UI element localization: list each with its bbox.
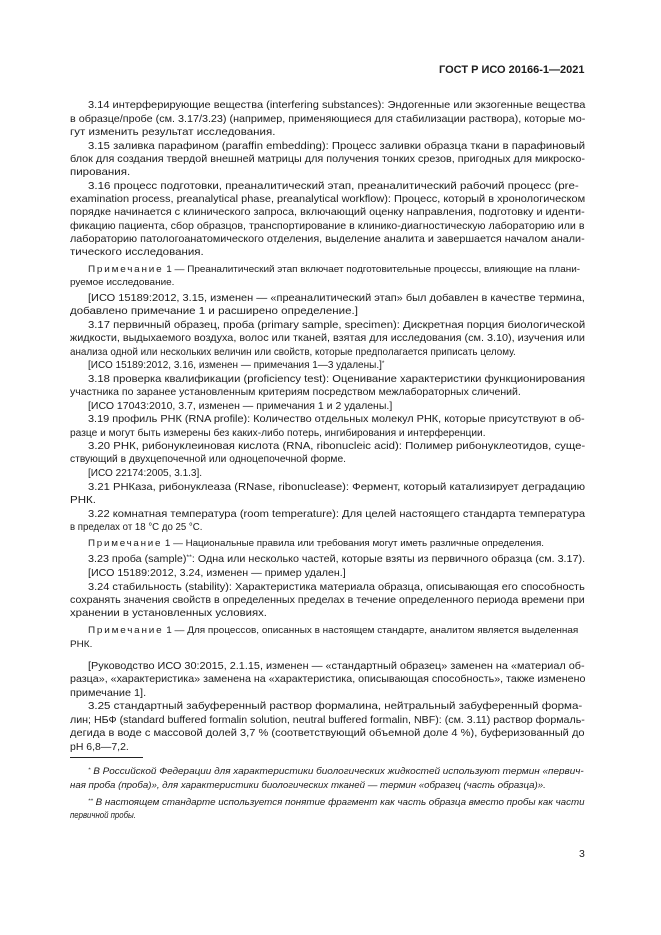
text-run: (proficiency test): Оценивание характеристики функционирования [240,374,586,385]
term: профиль РНК [112,414,182,425]
text-line [70,386,521,399]
text-line [88,467,202,480]
footnote-marker: ** [186,554,192,561]
text-run: 3.23 [88,554,112,565]
footnote-marker: * [381,360,385,367]
text-line [70,494,96,507]
term: стабильность [112,582,182,593]
text-run: рН 6,8—7,2. [70,742,129,753]
text-run: гут изменить результат исследования. [70,127,276,138]
term: РНК, рибонуклеиновая кислота [113,441,280,452]
text-line [70,453,346,466]
footnote-separator [70,757,143,758]
text-line [70,727,585,740]
text-line [70,809,136,822]
text-run: пирования. [70,167,131,178]
text-run: сохранять значения свойств в определенных пределах в течение определенного периода времени при [70,595,585,606]
document-header: ГОСТ Р ИСО 20166-1—2021 [439,64,585,76]
text-run: РНК. [70,495,96,506]
text-line [70,346,516,359]
text-run: ствующий в двухцепочечной или одноцепочечной форме. [70,454,347,465]
term: РНКаза, рибонуклеаза [112,482,232,493]
text-line [70,714,585,727]
text-run: (pre- [551,181,579,192]
text-line [70,153,585,166]
text-line [70,607,267,620]
term: первичный образец, проба [113,320,255,331]
text-run: (RNase, ribonuclease): Фермент, который катализирует деградацию [231,482,586,493]
text-run: 3.15 [88,141,114,152]
text-run: 3.24 [88,582,113,593]
text-line [88,481,585,494]
text-run: [ИСО 15189:2012, 3.16, изменен — примечания 1—3 удалены.] [88,360,382,371]
text-run: 3.25 [88,701,114,712]
text-line [88,537,544,550]
text-run: дегида в воде с массовой долей 3,7 % (соответствующий объемной доле 4 %), буферизованный до [70,728,585,739]
text-run: (primary sample, specimen): Дискретная порция биологической [254,320,586,331]
term: процесс подготовки, преаналитический этап, преаналитический рабочий процесс [113,181,552,192]
text-line [88,400,392,413]
term: комнатная температура [112,509,237,520]
text-line [70,126,275,139]
text-line [70,206,585,219]
text-line [88,765,584,778]
page-number: 3 [579,848,585,860]
term: лин; [70,715,94,726]
text-run: examination process, preanalytical phase, preanalytical workflow): Процесс, который в хронологическом [70,194,586,205]
term: проба [111,554,142,565]
text-run: ная проба (проба)», для характеристики биологических тканей — термин «образец (часть образца)». [70,780,546,790]
text-run: [Руководство ИСО 30:2015, 2.1.15, изменен — «стандартный образец» заменен на «материал об- [88,661,585,672]
text-run: 3.22 [88,509,113,520]
text-line [70,113,585,126]
text-line [88,292,585,305]
text-line [88,373,585,386]
text-run: (sample) [141,554,187,565]
term: интерферирующие вещества [112,100,264,111]
text-line [88,581,585,594]
text-run: 3.16 [88,181,114,192]
text-line [70,638,92,651]
text-line [70,332,585,345]
text-line [88,319,585,332]
text-run: РНК. [70,639,93,649]
text-run: фикацию пациента, сбор образцов, транспортирование в клинико-диагностическую лабораторию или в [70,221,585,232]
text-line [88,440,585,453]
text-line [88,796,585,809]
text-run: 3.17 [88,320,114,331]
text-run: (interfering substances): Эндогенные или экзогенные вещества [263,100,586,111]
text-run: [ИСО 22174:2005, 3.1.3]. [88,468,203,479]
text-line [88,180,579,193]
text-line [88,140,585,153]
text-line [70,687,146,700]
text-run: (room temperature): Для целей настоящего стандарта температура [236,509,586,520]
text-line [88,624,578,637]
text-run: порядке начинается с клинического запроса, включающий оценку направления, подготовку и иденти- [70,207,585,218]
text-line [70,779,546,792]
text-run: анализа одной или нескольких величин или свойств, которые предполагается приписать целому. [70,347,516,358]
text-run: В настоящем стандарте используется понятие фрагмент как часть образца вместо пробы как части [92,797,585,807]
text-line [70,594,585,607]
term: заливка парафином [113,141,219,152]
text-run: Примечание [88,538,163,548]
text-run: 3.14 [88,100,113,111]
text-line [70,246,204,259]
text-run: руемое исследование. [70,277,175,287]
text-run: жидкости, выдыхаемого воздуха, волос или тканей, взятая для исследования (см. 3.10), изучения или [70,333,585,344]
text-run: 3.20 [88,441,114,452]
text-line [88,700,582,713]
term: проверка квалификации [113,374,241,385]
text-run: разца», «характеристика» заменена на «характеристика, описывающая способность», также изменено [70,674,586,685]
term: стандартный забуференный раствор формалина, нейтральный забуференный форма- [113,701,583,712]
text-run: (RNA profile): Количество отдельных молекул РНК, которые присутствуют в об- [181,414,585,425]
text-run: 1 — Для процессов, описанных в настоящем стандарте, аналитом является выделенная [163,625,579,635]
text-line [88,567,346,580]
text-line [70,220,584,233]
footnote-marker: * [88,767,91,774]
text-run: 3.18 [88,374,114,385]
text-run: 3.19 [88,414,113,425]
text-run: разце и могут быть измерены без каких-либо потерь, ингибирования и интерференции. [70,428,486,439]
text-run: : Одна или несколько частей, которые взяты из первичного образца (см. 3.17). [191,554,586,565]
text-run: [ИСО 17043:2010, 3.7, изменен — примечания 1 и 2 удалены.] [88,401,393,412]
text-run: добавлено примечание 1 и расширено определение.] [70,306,358,317]
text-line [88,660,585,673]
text-run: Примечание [88,625,164,635]
text-line [70,741,129,754]
text-run: хранении в установленных условиях. [70,608,267,619]
footnote-marker: ** [88,798,93,805]
text-line [70,427,486,440]
text-run: (RNA, ribonucleic acid): Полимер рибонуклеотидов, суще- [279,441,586,452]
text-run: в образце/пробе (см. 3.17/3.23) (например, применяющиеся для стабилизации раствора), которые мо- [70,114,586,125]
text-line [88,413,585,426]
text-run: блок для создания твердой внешней матрицы для получения тонких срезов, пригодных для микроско- [70,154,586,165]
text-line [70,276,174,289]
text-run: [ИСО 15189:2012, 3.24, изменен — пример удален.] [88,568,346,579]
text-run: (stability): Характеристика материала образца, описывающая его способность [181,582,585,593]
text-run: первичной пробы. [70,810,136,820]
text-line [70,305,358,318]
text-line [88,508,585,521]
text-run: Примечание [88,264,164,274]
text-line [88,99,585,112]
text-line [70,521,202,534]
text-run: 1 — Национальные правила или требования могут иметь различные определения. [162,538,544,548]
text-run: в пределах от 18 °С до 25 °С. [70,522,203,533]
text-run: НБФ (standard buffered formalin solution, neutral buffered formalin, NBF): (см. 3.11) раствор формаль- [93,715,585,726]
text-line [88,263,580,276]
text-run: В Российской Федерации для характеристики биологических жидкостей используют термин «первич- [90,766,584,776]
text-run: (paraffin embedding): Процесс заливки образца ткани в парафиновый [218,141,586,152]
text-run: 1 — Преаналитический этап включает подготовительные процессы, влияющие на плани- [163,264,581,274]
text-line [70,673,585,686]
text-line [70,233,585,246]
text-run: 3.21 [88,482,113,493]
text-line [70,193,585,206]
text-line [70,166,130,179]
text-run: примечание 1]. [70,688,147,699]
text-line [88,553,585,566]
text-line [88,359,384,372]
text-run: тического исследования. [70,247,204,258]
text-run: лабораторию патологоанатомического отделения, выделение аналита и завершается началом анали- [70,234,585,245]
text-run: участника по заранее установленным критериям посредством межлабораторных сличений. [70,387,521,398]
text-run: [ИСО 15189:2012, 3.15, изменен — «преаналитический этап» был добавлен в качестве термина, [88,293,585,304]
